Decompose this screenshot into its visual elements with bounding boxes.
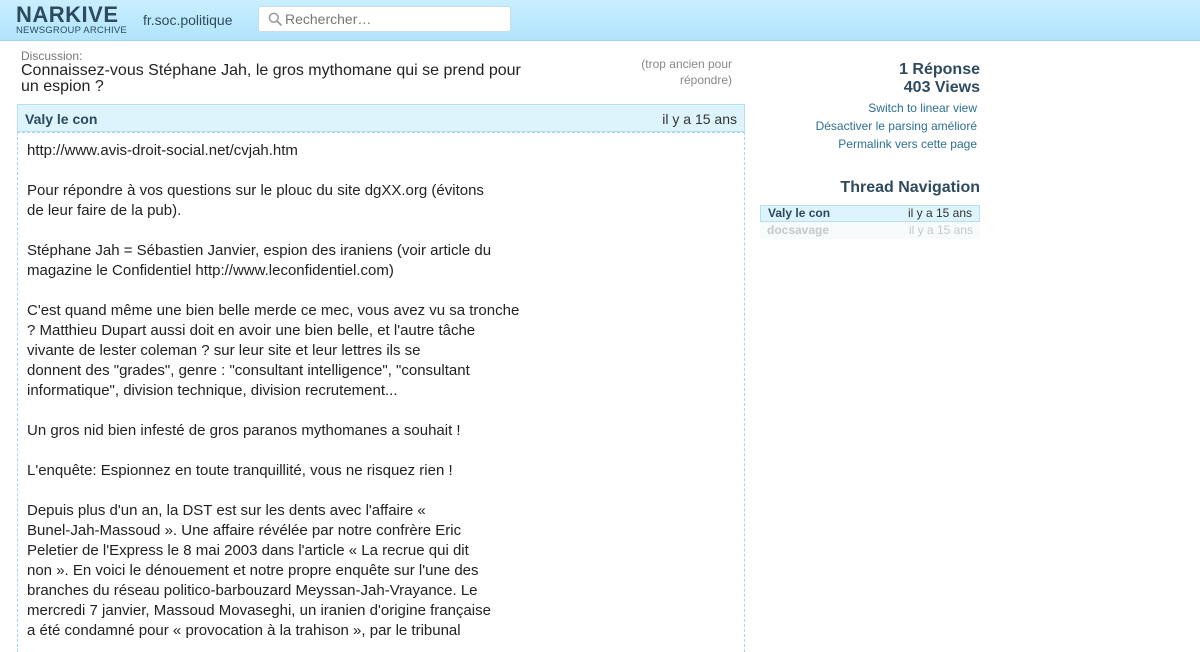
thread-item-time: il y a 15 ans (907, 206, 972, 220)
message-author[interactable]: Valy le con (25, 111, 98, 127)
thread-item-time: il y a 15 ans (908, 223, 973, 237)
discussion-label: Discussion: (21, 49, 83, 63)
search-icon (268, 12, 282, 26)
newsgroup-link[interactable]: fr.soc.politique (143, 12, 233, 28)
parsing-toggle-link[interactable]: Désactiver le parsing amélioré (815, 119, 977, 133)
message-time: il y a 15 ans (662, 111, 737, 127)
permalink-link[interactable]: Permalink vers cette page (838, 137, 977, 151)
message-header (17, 104, 745, 132)
thread-item[interactable] (760, 222, 980, 239)
logo-main-text: NARKIVE (16, 2, 119, 27)
top-bar (0, 0, 1200, 41)
site-logo[interactable] (16, 4, 127, 36)
thread-navigation-title: Thread Navigation (840, 179, 980, 196)
message-body (17, 132, 745, 652)
reply-count: 1 Réponse (899, 61, 980, 78)
search-box[interactable] (258, 6, 511, 32)
discussion-title: Connaissez-vous Stéphane Jah, le gros mythomane qui se prend pour un espion ? (21, 62, 521, 95)
thread-stats (780, 61, 980, 97)
thread-item-author: Valy le con (768, 206, 831, 220)
message-text: http://www.avis-droit-social.net/cvjah.htm Pour répondre à vos questions sur le plouc du site dgXX.org (évitons de leur faire de la pub). Stéphane Jah = Sébastien Janvier, espion des iraniens (voir article du magazine le Confidentiel http://www.leconfidentiel.com) C'est quand même une bien belle merde ce mec, vous avez vu sa tronche ? Matthieu Dupart aussi doit en avoir une bien belle, et l'autre tâche vivante de lester coleman ? sur leur site et leur lettres ils se donnent des "grades", genre : "consultant intelligence", "consultant informatique", division technique, division recrutement... Un gros nid bien infesté de gros paranos mythomanes a souhait ! L'enquête: Espionnez en toute tranquillité, vous ne risquez rien ! Depuis plus d'un an, la DST est sur les dents avec l'affaire « Bunel-Jah-Massoud ». Une affaire révélée par notre confrère Eric Peletier de l'Express le 8 mai 2003 dans l'article « La recrue qui dit non ». En voici le dénouement et notre propre enquête sur l'une des branches du réseau politico-barbouzard Meyssan-Jah-Vrayance. Le mercredi 7 janvier, Massoud Movaseghi, un iranien d'origine française a été condamné pour « provocation à la trahison », par le tribunal (27, 142, 520, 639)
too-old-to-reply-note: (trop ancien pour répondre) (641, 57, 732, 87)
view-count: 403 Views (903, 79, 980, 96)
logo-sub-text: NEWSGROUP ARCHIVE (16, 25, 127, 36)
search-input[interactable] (285, 10, 505, 28)
thread-navigation-list (760, 205, 980, 239)
sidebar-links (760, 99, 977, 153)
thread-item[interactable] (760, 205, 980, 222)
linear-view-link[interactable]: Switch to linear view (868, 101, 977, 115)
thread-item-author: docsavage (767, 223, 830, 237)
